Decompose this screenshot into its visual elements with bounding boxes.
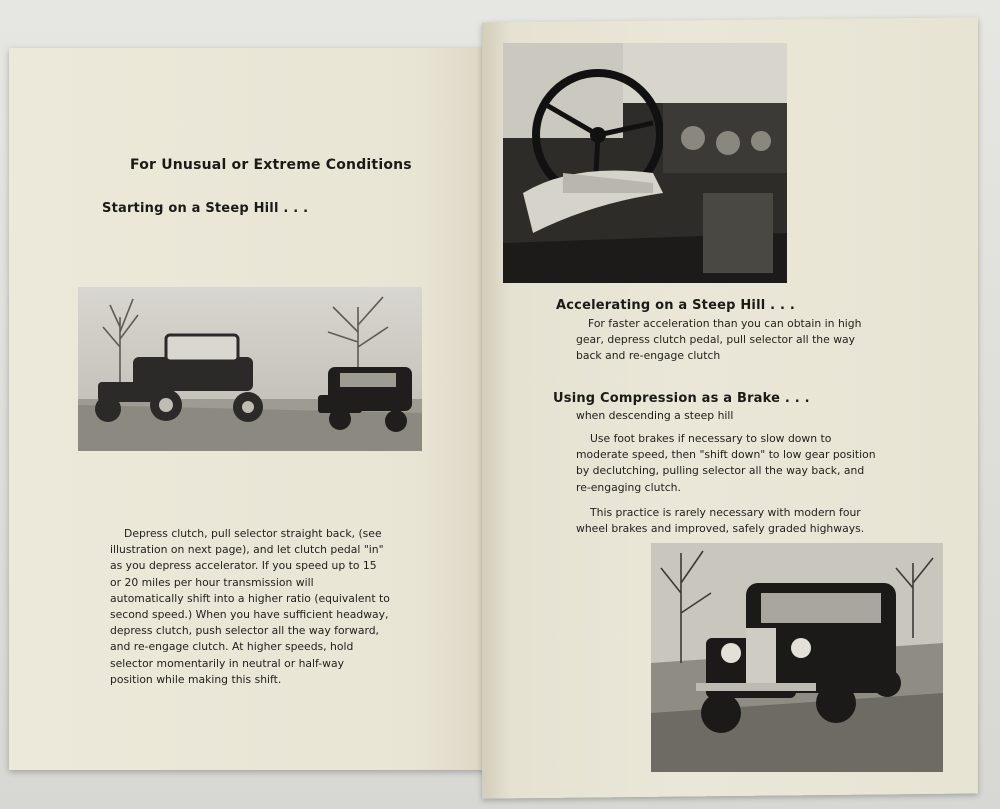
section-title: For Unusual or Extreme Conditions [130,157,412,173]
subsection-title-steep-hill: Starting on a Steep Hill . . . [102,201,309,216]
compression-text: Use foot brakes if necessary to slow down to moderate speed, then "shift down" to low gear position by declutching, pulling selector all the way back, and re-engaging clutch. [576,432,876,494]
accelerating-text: For faster acceleration than you can obtain in high gear, depress clutch pedal, pull selector all the way back and re-engage clutch [576,317,862,363]
starting-instructions-text: Depress clutch, pull selector straight back, (see illustration on next page), and let clutch pedal "in" as you depress accelerator. If you speed up to 15 or 20 miles per hour transmission will automatically shift into a higher ratio (equivalent to second speed.) When you have sufficient headway, depress clutch, push selector all the way forward, and re-engage clutch. At higher speeds, hold selector momentarily in neutral or half-way position while making this shift. [110,527,390,686]
accelerating-title: Accelerating on a Steep Hill . . . [556,298,795,313]
sedan-photo [651,543,943,772]
rarely-necessary-text: This practice is rarely necessary with modern four wheel brakes and improved, safely graded highways. [576,506,865,536]
dashboard-selector-photo [503,43,787,283]
compression-subtitle: when descending a steep hill [576,409,734,422]
compression-title: Using Compression as a Brake . . . [553,391,810,406]
two-cars-photo [78,287,422,451]
